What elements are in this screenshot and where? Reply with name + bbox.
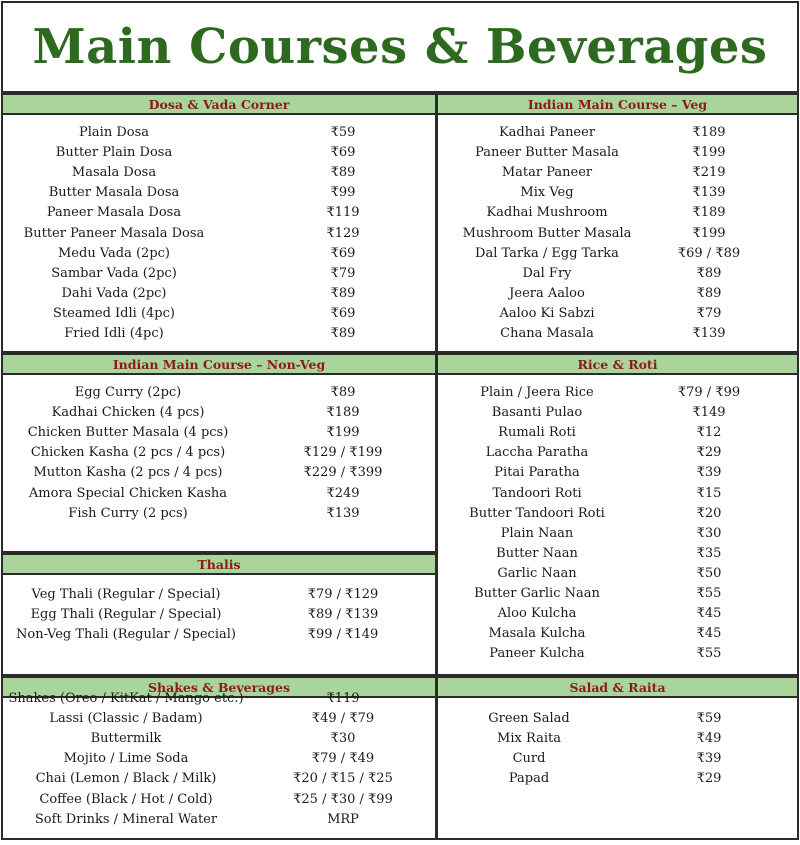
- item-price: ₹89: [696, 265, 722, 281]
- item-name: Butter Plain Dosa: [55, 145, 173, 161]
- item-price: ₹25 / ₹30 / ₹99: [293, 791, 393, 807]
- item-price: ₹20: [696, 505, 722, 521]
- item-price: ₹129 / ₹199: [303, 445, 383, 461]
- item-name: Plain Naan: [500, 525, 574, 541]
- item-price: ₹49: [696, 731, 722, 747]
- item-price: ₹15: [696, 485, 722, 501]
- item-price: ₹29: [696, 771, 722, 787]
- item-name: Tandoori Roti: [492, 485, 582, 501]
- item-name: Butter Tandoori Roti: [469, 505, 605, 521]
- item-price: ₹39: [696, 751, 722, 767]
- section-header-salad: Salad & Raita: [436, 676, 799, 698]
- item-name: Curd: [512, 751, 546, 767]
- item-name: Shakes (Oreo / KitKat / Mango etc.): [8, 691, 244, 706]
- page-title: Main Courses & Beverages: [32, 19, 768, 75]
- item-name: Papad: [508, 771, 550, 787]
- item-price: ₹45: [696, 626, 722, 642]
- item-price: ₹129: [326, 225, 360, 241]
- item-name: Kadhai Chicken (4 pcs): [51, 405, 205, 421]
- item-name: Butter Paneer Masala Dosa: [23, 225, 205, 241]
- item-price: ₹55: [696, 646, 722, 662]
- item-name: Fish Curry (2 pcs): [68, 505, 188, 521]
- item-price: ₹79: [330, 265, 356, 281]
- item-name: Veg Thali (Regular / Special): [31, 587, 221, 602]
- item-name: Steamed Idli (4pc): [53, 305, 175, 321]
- item-price: ₹139: [326, 505, 360, 521]
- item-price: ₹89: [330, 385, 356, 400]
- item-price: ₹89: [696, 285, 722, 301]
- item-name: Aaloo Ki Sabzi: [499, 305, 595, 321]
- item-price: ₹189: [692, 205, 726, 221]
- item-name: Chai (Lemon / Black / Milk): [35, 771, 217, 787]
- item-name: Dal Tarka / Egg Tarka: [475, 245, 619, 261]
- item-name: Mushroom Butter Masala: [462, 225, 632, 241]
- item-price: ₹189: [692, 125, 726, 140]
- item-price: ₹39: [696, 465, 722, 481]
- item-price: ₹89: [330, 326, 356, 341]
- item-name: Chicken Kasha (2 pcs / 4 pcs): [30, 445, 226, 461]
- item-name: Non-Veg Thali (Regular / Special): [16, 627, 236, 643]
- item-price: ₹20 / ₹15 / ₹25: [293, 771, 393, 787]
- item-name: Aloo Kulcha: [497, 606, 577, 622]
- item-name: Garlic Naan: [497, 565, 577, 581]
- item-name: Paneer Kulcha: [489, 646, 585, 662]
- item-price: ₹249: [326, 485, 360, 501]
- section-header-nonveg: Indian Main Course – Non-Veg: [1, 353, 437, 375]
- item-price: MRP: [327, 811, 359, 827]
- item-name: Mutton Kasha (2 pcs / 4 pcs): [33, 465, 223, 481]
- item-name: Matar Paneer: [501, 165, 593, 181]
- item-price: ₹35: [696, 545, 722, 561]
- item-name: Dal Fry: [522, 265, 572, 281]
- section-header-shakes: Shakes & Beverages: [1, 676, 437, 698]
- item-price: ₹119: [326, 205, 360, 221]
- item-price: ₹119: [326, 691, 360, 706]
- item-price: ₹199: [692, 225, 726, 241]
- item-price: ₹30: [330, 731, 356, 747]
- item-price: ₹12: [696, 425, 722, 441]
- section-header-dosa: Dosa & Vada Corner: [1, 93, 437, 115]
- item-price: ₹149: [692, 405, 726, 421]
- item-name: Kadhai Mushroom: [486, 205, 608, 221]
- item-price: ₹79 / ₹129: [307, 587, 379, 602]
- section-header-veg: Indian Main Course – Veg: [436, 93, 799, 115]
- item-name: Egg Curry (2pc): [74, 385, 182, 400]
- item-price: ₹219: [692, 165, 726, 181]
- item-name: Soft Drinks / Mineral Water: [34, 811, 218, 827]
- item-name: Medu Vada (2pc): [58, 245, 170, 261]
- item-price: ₹69 / ₹89: [677, 245, 741, 261]
- item-name: Buttermilk: [90, 731, 162, 747]
- item-name: Chicken Butter Masala (4 pcs): [27, 425, 229, 441]
- item-name: Coffee (Black / Hot / Cold): [39, 791, 213, 807]
- item-price: ₹69: [330, 245, 356, 261]
- item-price: ₹139: [692, 326, 726, 341]
- item-price: ₹55: [696, 586, 722, 601]
- item-name: Mix Veg: [520, 185, 574, 201]
- item-name: Lassi (Classic / Badam): [49, 711, 203, 727]
- item-price: ₹79: [696, 305, 722, 321]
- title-box: [1, 1, 799, 93]
- item-name: Mojito / Lime Soda: [63, 751, 189, 767]
- item-name: Kadhai Paneer: [498, 125, 596, 140]
- item-name: Plain Dosa: [79, 125, 149, 140]
- section-header-thalis: Thalis: [1, 553, 437, 575]
- item-price: ₹89: [330, 165, 356, 181]
- item-name: Paneer Masala Dosa: [46, 205, 182, 221]
- item-name: Butter Masala Dosa: [48, 185, 180, 201]
- item-price: ₹30: [696, 525, 722, 541]
- item-price: ₹59: [696, 711, 722, 726]
- item-name: Basanti Pulao: [491, 405, 583, 421]
- item-name: Mix Raita: [497, 731, 561, 747]
- item-name: Amora Special Chicken Kasha: [28, 485, 228, 501]
- item-name: Fried Idli (4pc): [64, 326, 164, 341]
- item-name: Dahi Vada (2pc): [61, 285, 167, 301]
- item-price: ₹89: [330, 285, 356, 301]
- item-price: ₹49 / ₹79: [311, 711, 375, 727]
- item-name: Pitai Paratha: [494, 465, 580, 481]
- item-price: ₹29: [696, 445, 722, 461]
- item-name: Butter Naan: [496, 545, 578, 561]
- item-price: ₹99: [330, 185, 356, 201]
- item-price: ₹45: [696, 606, 722, 622]
- item-name: Butter Garlic Naan: [474, 586, 600, 601]
- item-name: Rumali Roti: [498, 425, 576, 441]
- item-price: ₹69: [330, 305, 356, 321]
- item-price: ₹50: [696, 565, 722, 581]
- item-price: ₹199: [692, 145, 726, 161]
- item-name: Paneer Butter Masala: [475, 145, 619, 161]
- item-name: Green Salad: [488, 711, 570, 726]
- item-price: ₹79 / ₹99: [677, 385, 741, 400]
- item-price: ₹69: [330, 145, 356, 161]
- item-price: ₹199: [326, 425, 360, 441]
- item-price: ₹229 / ₹399: [303, 465, 383, 481]
- item-name: Egg Thali (Regular / Special): [30, 607, 222, 623]
- item-name: Masala Dosa: [71, 165, 157, 181]
- item-name: Jeera Aaloo: [509, 285, 585, 301]
- item-price: ₹139: [692, 185, 726, 201]
- item-price: ₹89 / ₹139: [307, 607, 379, 623]
- item-name: Sambar Vada (2pc): [51, 265, 177, 281]
- item-name: Plain / Jeera Rice: [480, 385, 594, 400]
- item-price: ₹59: [330, 125, 356, 140]
- item-name: Laccha Paratha: [485, 445, 589, 461]
- item-name: Chana Masala: [500, 326, 594, 341]
- item-price: ₹189: [326, 405, 360, 421]
- item-price: ₹79 / ₹49: [311, 751, 375, 767]
- item-price: ₹99 / ₹149: [307, 627, 379, 643]
- section-header-rice: Rice & Roti: [436, 353, 799, 375]
- item-name: Masala Kulcha: [488, 626, 586, 642]
